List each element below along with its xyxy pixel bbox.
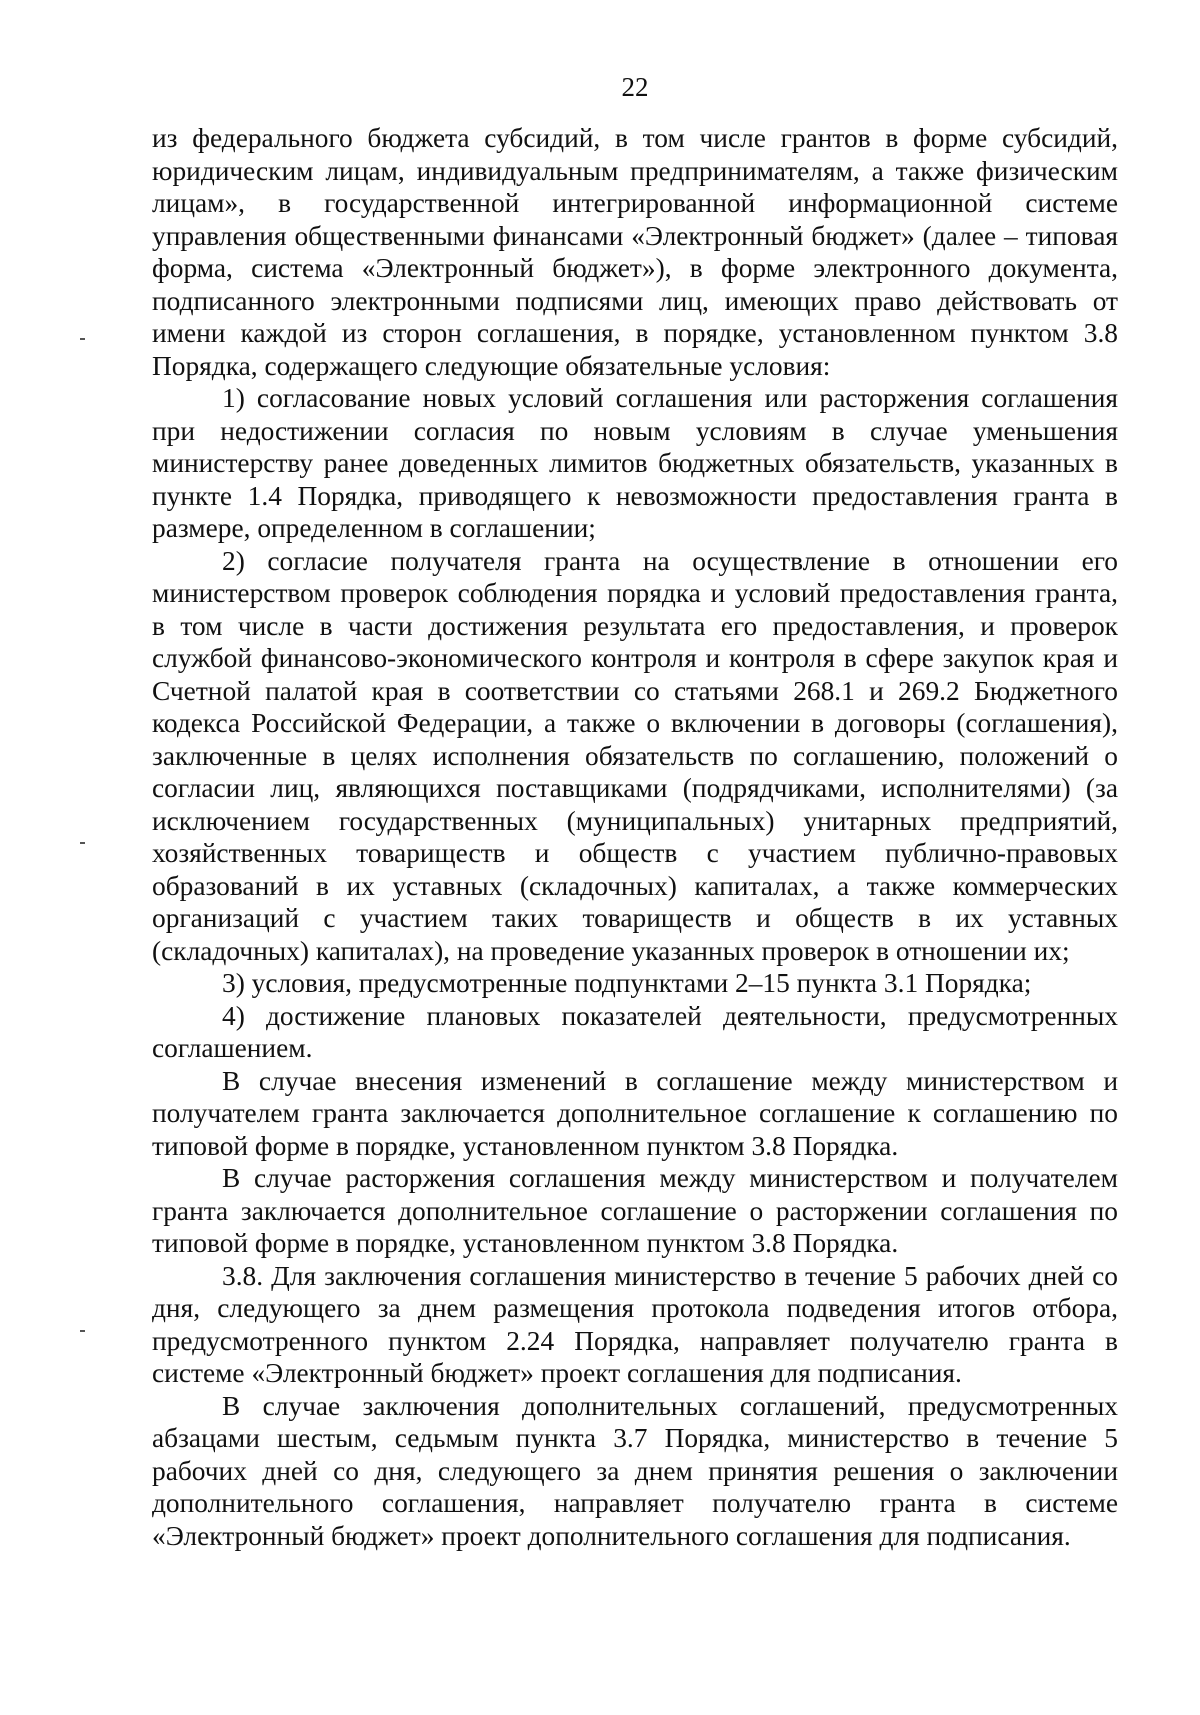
page-number: 22 — [621, 72, 649, 102]
paragraph-continuation: из федерального бюджета субсидий, в том числе грантов в форме субсидий, юридическим лицам, индивидуальным предпринимателям, а также физическим лицам», в государственной интегрированной информационной системе управления общественными финансами «Электронный бюджет» (далее – типовая форма, система «Электронный бюджет»), в форме электронного документа, подписанного электронными подписями лиц, имеющих право действовать от имени каждой из сторон соглашения, в порядке, установленном пунктом 3.8 Порядка, содержащего следующие обязательные условия: — [152, 123, 1118, 381]
paragraph-condition-1: 1) согласование новых условий соглашения или расторжения соглашения при недостижении согласия по новым условиям в случае уменьшения министерству ранее доведенных лимитов бюджетных обязательств, указанных в пункте 1.4 Порядка, приводящего к невозможности предоставления гранта в размере, определенном в соглашении; — [152, 383, 1118, 543]
paragraph-termination: В случае расторжения соглашения между министерством и получателем гранта заключается дополнительное соглашение о расторжении соглашения по типовой форме в порядке, установленном пунктом 3.8 Порядка. — [152, 1163, 1118, 1258]
paragraph-amendment: В случае внесения изменений в соглашение между министерством и получателем гранта заключается дополнительное соглашение к соглашению по типовой форме в порядке, установленном пунктом 3.8 Порядка. — [152, 1065, 1118, 1161]
margin-mark — [80, 338, 85, 340]
paragraph-condition-3: 3) условия, предусмотренные подпунктами 2–15 пункта 3.1 Порядка; — [222, 968, 1032, 998]
document-body — [152, 122, 1118, 1552]
margin-mark — [80, 842, 85, 844]
paragraph-condition-4: 4) достижение плановых показателей деятельности, предусмотренных соглашением. — [152, 1000, 1118, 1063]
paragraph-condition-2: 2) согласие получателя гранта на осуществление в отношении его министерством проверок соблюдения порядка и условий предоставления гранта, в том числе в части достижения результата его предоставления, и проверок службой финансово-экономического контроля и контроля в сфере закупок края и Счетной палатой края в соответствии со статьями 268.1 и 269.2 Бюджетного кодекса Российской Федерации, а также о включении в договоры (соглашения), заключенные в целях исполнения обязательств по соглашению, положений о согласии лиц, являющихся поставщиками (подрядчиками, исполнителями) (за исключением государственных (муниципальных) унитарных предприятий, хозяйственных товариществ и обществ с участием публично-правовых образований в их уставных (складочных) капиталах, а также коммерческих организаций с участием таких товариществ и обществ в их уставных (складочных) капиталах), на проведение указанных проверок в отношении их; — [152, 545, 1118, 966]
paragraph-additional-agreements: В случае заключения дополнительных соглашений, предусмотренных абзацами шестым, седьмым пункта 3.7 Порядка, министерство в течение 5 рабочих дней со дня, следующего за днем принятия решения о заключении дополнительного соглашения, направляет получателю гранта в системе «Электронный бюджет» проект дополнительного соглашения для подписания. — [152, 1390, 1118, 1551]
paragraph-section-3-8: 3.8. Для заключения соглашения министерство в течение 5 рабочих дней со дня, следующего за днем размещения протокола подведения итогов отбора, предусмотренного пунктом 2.24 Порядка, направляет получателю гранта в системе «Электронный бюджет» проект соглашения для подписания. — [152, 1260, 1118, 1388]
margin-mark — [80, 1330, 85, 1332]
